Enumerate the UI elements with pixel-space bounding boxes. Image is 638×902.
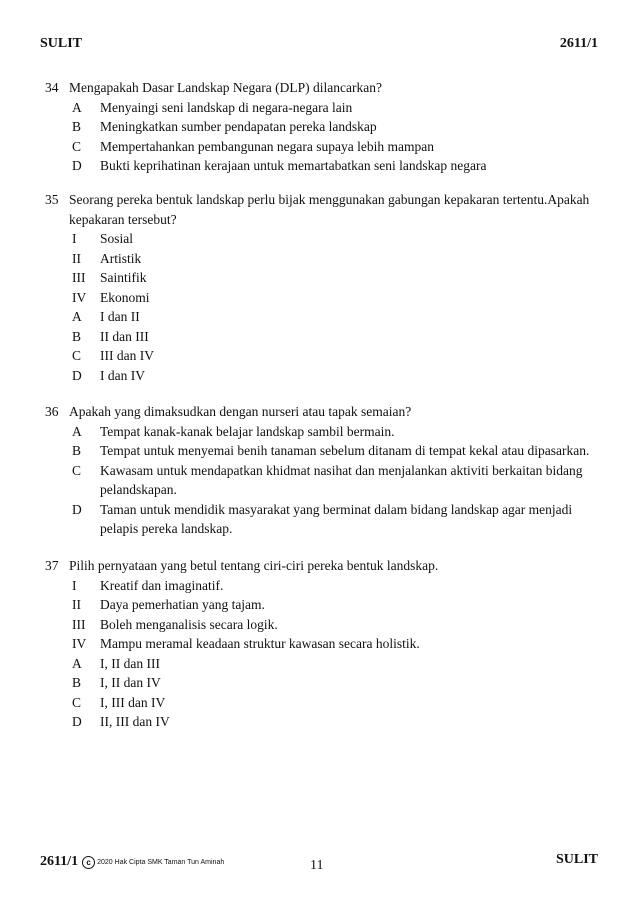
statement-text: Boleh menganalisis secara logik. [100, 616, 278, 632]
option-label: B [72, 119, 82, 134]
question-number: 36 [45, 404, 59, 419]
question-text: Mengapakah Dasar Landskap Negara (DLP) dilancarkan? [69, 80, 382, 95]
option-text: I, II dan IV [100, 675, 161, 690]
statement-text: Saintifik [100, 270, 147, 285]
option-label: D [72, 367, 82, 383]
option-c [72, 137, 605, 157]
statement-label: I [72, 577, 77, 593]
statement-text: Artistik [100, 250, 142, 266]
statement-label: II [72, 597, 81, 612]
option-label: D [72, 714, 82, 729]
option-text: I dan IV [100, 367, 145, 383]
option-label: B [72, 328, 82, 344]
option-a [72, 654, 605, 674]
option-label: A [72, 655, 82, 671]
option-label: A [72, 309, 82, 324]
header-left: SULIT [40, 36, 83, 51]
question-35 [45, 190, 605, 385]
option-label: B [72, 675, 82, 690]
header-right: 2611/1 [559, 36, 598, 51]
option-b [72, 673, 605, 693]
option-a [72, 422, 605, 442]
question-stem [45, 556, 605, 576]
question-number: 34 [45, 80, 59, 95]
option-d [72, 156, 605, 176]
option-text: Mempertahankan pembangunan negara supaya lebih mampan [100, 138, 434, 154]
question-stem [45, 190, 605, 229]
question-stem [45, 78, 605, 98]
option-c [72, 461, 605, 500]
option-label: D [72, 158, 82, 173]
option-text: II, III dan IV [100, 714, 170, 729]
option-b [72, 327, 605, 347]
question-number: 37 [45, 558, 59, 573]
option-d [72, 712, 605, 732]
option-c [72, 346, 605, 366]
footer-right: SULIT [555, 852, 598, 867]
statement-label: IV [72, 636, 87, 651]
statement-label: III [72, 270, 86, 285]
option-a [72, 307, 605, 327]
statement-text: Ekonomi [100, 289, 150, 305]
option-label: B [72, 443, 82, 458]
question-37 [45, 556, 605, 732]
statement-i [72, 576, 605, 596]
question-text: Pilih pernyataan yang betul tentang ciri-ciri pereka bentuk landskap. [69, 558, 439, 573]
option-label: C [72, 694, 82, 710]
option-b [72, 441, 605, 461]
option-b [72, 117, 605, 137]
option-text: I dan II [100, 309, 140, 324]
copyright-icon: c [82, 856, 95, 869]
option-text: Taman untuk mendidik masyarakat yang berminat dalam bidang landskap agar menjadi pelapis pereka landskap. [100, 501, 573, 536]
footer-copyright: 2020 Hak Cipta SMK Taman Tun Aminah [97, 858, 225, 866]
option-text: II dan III [100, 328, 149, 344]
option-text: I, III dan IV [100, 694, 166, 710]
option-text: Tempat kanak-kanak belajar landskap sambil bermain. [100, 423, 395, 439]
option-label: A [72, 423, 82, 439]
statement-iii [72, 615, 605, 635]
statement-text: Daya pemerhatian yang tajam. [100, 597, 265, 612]
question-text: Apakah yang dimaksudkan dengan nurseri atau tapak semaian? [69, 404, 412, 419]
option-label: A [72, 99, 82, 115]
option-text: Menyaingi seni landskap di negara-negara lain [100, 99, 353, 115]
question-stem [45, 402, 605, 422]
option-text: Meningkatkan sumber pendapatan pereka landskap [100, 119, 377, 134]
footer-paper-code: 2611/1 [40, 854, 79, 869]
question-text: Seorang pereka bentuk landskap perlu bijak menggunakan gabungan kepakaran tertentu.Apakah kepakaran tersebut? [69, 192, 590, 227]
option-label: D [72, 501, 82, 517]
option-d [72, 366, 605, 386]
footer-left [40, 854, 224, 870]
statement-iii [72, 268, 605, 288]
option-d [72, 500, 605, 539]
option-label: C [72, 462, 82, 478]
page-number: 11 [310, 858, 324, 873]
statement-ii [72, 595, 605, 615]
option-text: I, II dan III [100, 655, 160, 671]
statement-label: II [72, 250, 81, 266]
option-a [72, 98, 605, 118]
question-34 [45, 78, 605, 176]
option-label: C [72, 138, 82, 154]
statement-ii [72, 249, 605, 269]
option-text: Bukti keprihatinan kerajaan untuk memartabatkan seni landskap negara [100, 158, 487, 173]
statement-label: III [72, 616, 86, 632]
statement-text: Sosial [100, 231, 134, 246]
question-36 [45, 402, 605, 539]
question-number: 35 [45, 192, 59, 207]
option-text: Tempat untuk menyemai benih tanaman sebelum ditanam di tempat kekal atau dipasarkan. [100, 443, 590, 458]
option-text: Kawasam untuk mendapatkan khidmat nasihat dan menjalankan aktiviti berkaitan bidang pelandskapan. [100, 462, 583, 497]
statement-iv [72, 288, 605, 308]
option-c [72, 693, 605, 713]
option-label: C [72, 348, 82, 363]
statement-iv [72, 634, 605, 654]
statement-text: Mampu meramal keadaan struktur kawasan secara holistik. [100, 636, 420, 651]
statement-label: I [72, 231, 77, 246]
statement-text: Kreatif dan imaginatif. [100, 577, 224, 593]
option-text: III dan IV [100, 348, 154, 363]
statement-i [72, 229, 605, 249]
statement-label: IV [72, 289, 87, 305]
